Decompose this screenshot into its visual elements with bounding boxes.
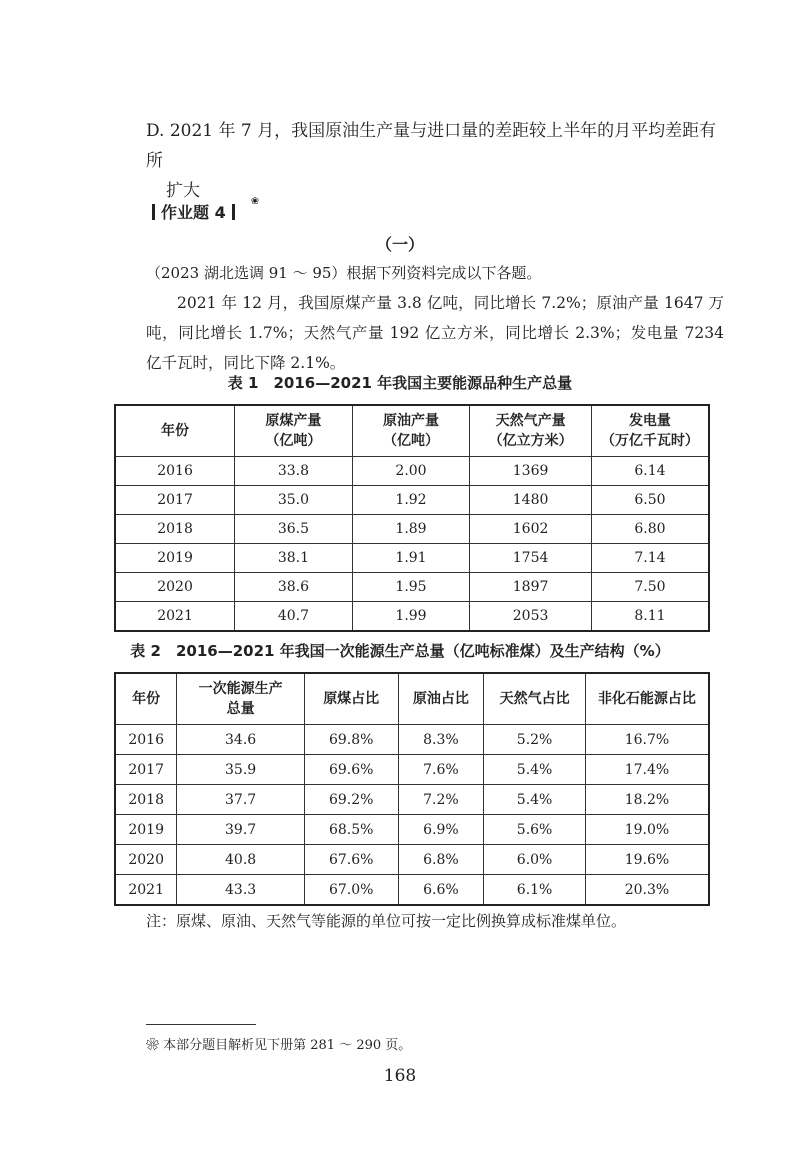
table-cell: 6.8% bbox=[398, 845, 484, 875]
table-cell: 16.7% bbox=[585, 725, 709, 755]
table-cell: 35.0 bbox=[235, 486, 353, 515]
table-cell: 39.7 bbox=[177, 815, 304, 845]
footnote: ❀ 本部分题目解析见下册第 281 ～ 290 页。 bbox=[146, 1038, 412, 1053]
table2 bbox=[114, 672, 710, 906]
table2-header: 一次能源生产 总量 bbox=[177, 673, 304, 725]
table-cell: 1480 bbox=[470, 486, 592, 515]
table-row bbox=[115, 875, 709, 906]
table-cell: 69.8% bbox=[304, 725, 398, 755]
table-cell: 2053 bbox=[470, 602, 592, 632]
section-heading bbox=[146, 196, 260, 223]
page-number: 168 bbox=[383, 1066, 417, 1086]
table-cell: 5.6% bbox=[484, 815, 586, 845]
section-bar-right bbox=[232, 204, 235, 220]
table-cell: 5.4% bbox=[484, 755, 586, 785]
table-cell: 40.8 bbox=[177, 845, 304, 875]
table-cell: 7.2% bbox=[398, 785, 484, 815]
table-cell: 1.95 bbox=[352, 573, 470, 602]
table-cell: 38.1 bbox=[235, 544, 353, 573]
table-cell: 17.4% bbox=[585, 755, 709, 785]
table-cell: 1.99 bbox=[352, 602, 470, 632]
intro-text: （2023 湖北选调 91 ～ 95）根据下列资料完成以下各题。 bbox=[146, 264, 542, 282]
flower-mark-icon: ❀ bbox=[250, 196, 260, 207]
table-cell: 1754 bbox=[470, 544, 592, 573]
table-cell: 36.5 bbox=[235, 515, 353, 544]
table-cell: 8.11 bbox=[591, 602, 709, 632]
table-cell: 33.8 bbox=[235, 457, 353, 486]
table-row bbox=[115, 573, 709, 602]
table-cell: 6.9% bbox=[398, 815, 484, 845]
table-cell: 2021 bbox=[115, 602, 235, 632]
table-cell: 1.92 bbox=[352, 486, 470, 515]
table-cell: 2.00 bbox=[352, 457, 470, 486]
table2-header: 原油占比 bbox=[398, 673, 484, 725]
table-row bbox=[115, 725, 709, 755]
table-cell: 2018 bbox=[115, 515, 235, 544]
table1 bbox=[114, 404, 710, 632]
table2-header-row bbox=[115, 673, 709, 725]
part-title: （一） bbox=[375, 235, 424, 254]
table-cell: 19.6% bbox=[585, 845, 709, 875]
table-row bbox=[115, 457, 709, 486]
table2-header: 原煤占比 bbox=[304, 673, 398, 725]
table-cell: 2016 bbox=[115, 457, 235, 486]
section-bar-left bbox=[152, 204, 155, 220]
table-cell: 6.14 bbox=[591, 457, 709, 486]
table-cell: 6.0% bbox=[484, 845, 586, 875]
table-cell: 6.80 bbox=[591, 515, 709, 544]
table-cell: 67.6% bbox=[304, 845, 398, 875]
table-cell: 34.6 bbox=[177, 725, 304, 755]
table-cell: 69.6% bbox=[304, 755, 398, 785]
table-cell: 5.4% bbox=[484, 785, 586, 815]
table-cell: 5.2% bbox=[484, 725, 586, 755]
table2-header: 非化石能源占比 bbox=[585, 673, 709, 725]
table1-header: 发电量 （万亿千瓦时） bbox=[591, 405, 709, 457]
table-cell: 69.2% bbox=[304, 785, 398, 815]
table-cell: 7.50 bbox=[591, 573, 709, 602]
table-cell: 18.2% bbox=[585, 785, 709, 815]
table-cell: 6.50 bbox=[591, 486, 709, 515]
table-cell: 1897 bbox=[470, 573, 592, 602]
table-cell: 7.6% bbox=[398, 755, 484, 785]
table1-header-row bbox=[115, 405, 709, 457]
table-row bbox=[115, 755, 709, 785]
table-row bbox=[115, 845, 709, 875]
table-cell: 38.6 bbox=[235, 573, 353, 602]
table-cell: 1.89 bbox=[352, 515, 470, 544]
table2-header: 天然气占比 bbox=[484, 673, 586, 725]
table-note: 注：原煤、原油、天然气等能源的单位可按一定比例换算成标准煤单位。 bbox=[146, 912, 627, 930]
table-cell: 2020 bbox=[115, 573, 235, 602]
table-cell: 8.3% bbox=[398, 725, 484, 755]
option-d bbox=[146, 116, 726, 206]
table-cell: 40.7 bbox=[235, 602, 353, 632]
table-row bbox=[115, 486, 709, 515]
table-row bbox=[115, 785, 709, 815]
table-cell: 37.7 bbox=[177, 785, 304, 815]
data-paragraph: 2021 年 12 月，我国原煤产量 3.8 亿吨，同比增长 7.2%；原油产量 1647 万吨，同比增长 1.7%；天然气产量 192 亿立方米，同比增长 2.3%；发电量 7234 亿千瓦时，同比下降 2.1%。 bbox=[146, 294, 724, 372]
table-cell: 2019 bbox=[115, 815, 177, 845]
table1-header: 天然气产量 （亿立方米） bbox=[470, 405, 592, 457]
option-d-line2: 扩大 bbox=[166, 181, 200, 201]
table1-header: 原煤产量 （亿吨） bbox=[235, 405, 353, 457]
table-cell: 2017 bbox=[115, 486, 235, 515]
table-cell: 2021 bbox=[115, 875, 177, 906]
table-cell: 1.91 bbox=[352, 544, 470, 573]
table2-caption: 表 2 2016—2021 年我国一次能源生产总量（亿吨标准煤）及生产结构（%） bbox=[130, 642, 670, 660]
table-cell: 20.3% bbox=[585, 875, 709, 906]
table-cell: 67.0% bbox=[304, 875, 398, 906]
option-d-line1: D. 2021 年 7 月，我国原油生产量与进口量的差距较上半年的月平均差距有所 bbox=[146, 121, 717, 171]
table-cell: 2020 bbox=[115, 845, 177, 875]
footnote-rule bbox=[146, 1024, 256, 1025]
table1-header: 年份 bbox=[115, 405, 235, 457]
table-cell: 1602 bbox=[470, 515, 592, 544]
table-cell: 43.3 bbox=[177, 875, 304, 906]
table-cell: 6.6% bbox=[398, 875, 484, 906]
table-cell: 68.5% bbox=[304, 815, 398, 845]
table1-header: 原油产量 （亿吨） bbox=[352, 405, 470, 457]
table-cell: 19.0% bbox=[585, 815, 709, 845]
table-row bbox=[115, 602, 709, 632]
table-cell: 2019 bbox=[115, 544, 235, 573]
table-row bbox=[115, 515, 709, 544]
table-cell: 35.9 bbox=[177, 755, 304, 785]
table-row bbox=[115, 815, 709, 845]
table-row bbox=[115, 544, 709, 573]
table2-header: 年份 bbox=[115, 673, 177, 725]
table-cell: 2018 bbox=[115, 785, 177, 815]
section-label: 作业题 4 bbox=[161, 203, 226, 222]
table-cell: 6.1% bbox=[484, 875, 586, 906]
table-cell: 1369 bbox=[470, 457, 592, 486]
table1-caption: 表 1 2016—2021 年我国主要能源品种生产总量 bbox=[227, 374, 573, 392]
table-cell: 2017 bbox=[115, 755, 177, 785]
table-cell: 7.14 bbox=[591, 544, 709, 573]
table-cell: 2016 bbox=[115, 725, 177, 755]
